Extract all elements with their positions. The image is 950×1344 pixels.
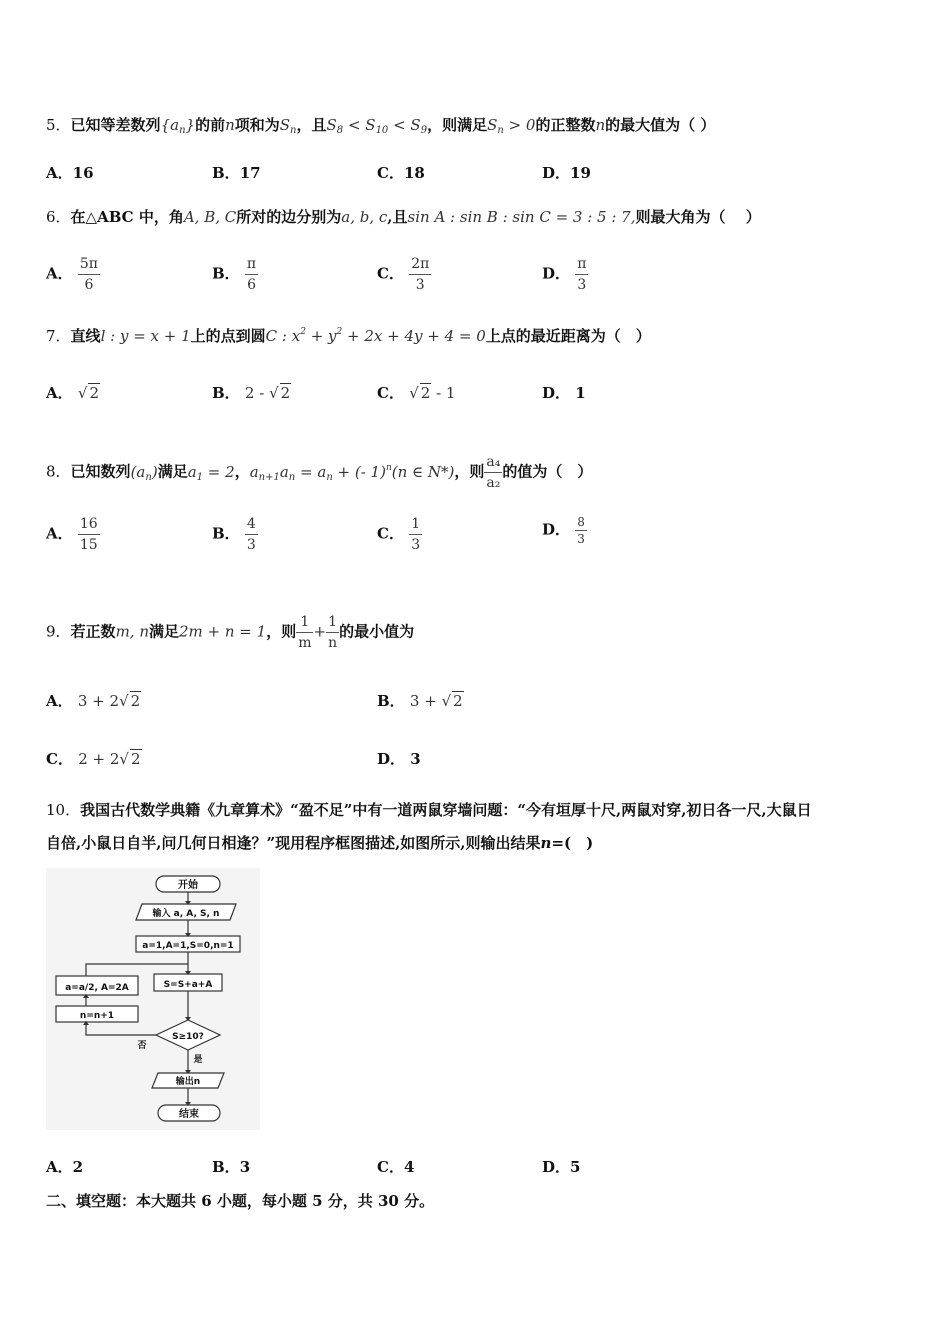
text: 则最大角为（ ） — [635, 208, 761, 226]
question-number: 7． — [46, 327, 71, 345]
math: $(a_n)$ — [130, 462, 158, 483]
option-d[interactable]: D． $\frac{\pi}{3}$ — [542, 256, 587, 293]
question-10-line-1: 10．我国古代数学典籍《九章算术》“盈不足”中有一道两鼠穿墙问题：“今有垣厚十尺,两鼠对穿,初日各一尺,大鼠日 — [46, 801, 812, 819]
question-5 — [46, 114, 715, 136]
option-c[interactable]: C． $\frac{2\pi}{3}$ — [377, 256, 430, 293]
option-a[interactable]: A． $\frac{16}{15}$ — [46, 516, 98, 553]
flow-start-label: 开始 — [178, 880, 198, 891]
option-c[interactable]: C． 2 + 2√ 2 — [46, 750, 141, 768]
option-d[interactable]: D．5 — [542, 1158, 581, 1176]
question-number: 8． — [46, 462, 71, 481]
text: 项和为 — [234, 116, 280, 134]
math: m, n — [115, 622, 149, 641]
flow-cond-label: S≥10? — [172, 1032, 204, 1042]
option-a[interactable]: A．2 — [46, 1158, 84, 1176]
math: a, b, c — [341, 208, 388, 226]
option-a[interactable]: A．16 — [46, 164, 94, 182]
option-a[interactable]: A． $\frac{5\pi}{6}$ — [46, 256, 98, 293]
text: 若正数 — [70, 622, 116, 641]
section-2-heading: 二、填空题：本大题共 6 小题，每小题 5 分，共 30 分。 — [46, 1192, 435, 1210]
option-c[interactable]: C．4 — [377, 1158, 415, 1176]
math: 2m + n = 1 — [179, 622, 267, 641]
flow-yes-label: 是 — [193, 1055, 203, 1065]
fraction: $\frac{\text{a₄}}{\text{a₂}}$ — [486, 454, 501, 491]
option-c[interactable]: C．18 — [377, 164, 425, 182]
option-b[interactable]: B． $\frac{4}{3}$ — [212, 516, 256, 553]
text: 上的点到圆 — [190, 327, 266, 345]
text: ，且 — [296, 116, 327, 134]
math: $S_8 < S_{10} < S_9$ — [326, 116, 428, 136]
math: $S_n > 0$ — [487, 116, 536, 136]
text: ， — [234, 462, 250, 481]
text: 所对的边分别为 — [236, 208, 342, 226]
text: ，则 — [454, 462, 485, 481]
option-a[interactable]: A． 3 + 2√ 2 — [46, 692, 141, 710]
text: ，则满足 — [427, 116, 488, 134]
option-b[interactable]: B．17 — [212, 164, 261, 182]
question-10-line-2: 自倍,小鼠日自半,问几何日相逢？”现用程序框图描述,如图所示,则输出结果n=( ) — [46, 834, 594, 852]
text: 满足 — [148, 622, 179, 641]
text: ,且 — [387, 208, 408, 226]
question-8 — [46, 452, 592, 493]
flow-end-label: 结束 — [179, 1109, 199, 1120]
flow-update-label: a=a/2, A=2A — [65, 983, 129, 993]
question-number: 9． — [46, 622, 71, 641]
text: 的前 — [195, 116, 226, 134]
question-10 — [46, 794, 916, 860]
fraction: $\frac{1}{n}$ — [328, 614, 338, 651]
flow-inc-label: n=n+1 — [79, 1011, 115, 1021]
fraction: $\frac{1}{m}$ — [298, 614, 312, 651]
text: 的最小值为 — [339, 622, 415, 641]
math: sin A : sin B : sin C = 3 : 5 : 7, — [407, 208, 636, 226]
text: 满足 — [157, 462, 188, 481]
math: C : $x^2 + y^2 + 2x + 4y + 4 = 0$ — [265, 327, 486, 345]
flow-init-label: a=1,A=1,S=0,n=1 — [142, 941, 234, 951]
text: ，则 — [266, 622, 297, 641]
option-c[interactable]: C． √ 2 - 1 — [377, 384, 456, 402]
math: $\{a_n\}$ — [160, 116, 196, 136]
text: 上点的最近距离为（ ） — [485, 327, 651, 345]
option-b[interactable]: B． 3 + √ 2 — [377, 692, 463, 710]
math: l : y = x + 1 — [100, 327, 191, 345]
question-6 — [46, 206, 761, 227]
math: A, B, C — [183, 208, 237, 226]
math: n — [595, 116, 606, 134]
text: 的正整数 — [535, 116, 596, 134]
text: 已知等差数列 — [70, 116, 161, 134]
option-b[interactable]: B． 2 - √ 2 — [212, 384, 291, 402]
option-d[interactable]: D． 1 — [542, 384, 586, 402]
math: n — [225, 116, 235, 134]
flow-input-label: 输入 a, A, S, n — [152, 909, 220, 919]
text: 的值为（ ） — [502, 462, 593, 481]
math: $a_{n+1}a_n = a_n$ + (- 1)$^n$(n ∈ N*) — [249, 462, 455, 483]
flow-no-label: 否 — [137, 1041, 147, 1051]
flowchart — [46, 868, 260, 1130]
flowchart-figure — [46, 868, 260, 1130]
question-number: 6． — [46, 208, 71, 226]
text: 直线 — [70, 327, 101, 345]
option-b[interactable]: B．3 — [212, 1158, 251, 1176]
question-number: 5． — [46, 116, 71, 134]
math: $a_1 = 2$ — [187, 462, 235, 483]
text: 在△ABC 中，角 — [70, 208, 184, 226]
option-b[interactable]: B． $\frac{\pi}{6}$ — [212, 256, 257, 293]
option-c[interactable]: C． $\frac{1}{3}$ — [377, 516, 421, 553]
option-d[interactable]: D． 3 — [377, 750, 421, 768]
flow-sum-label: S=S+a+A — [163, 980, 213, 990]
text: 已知数列 — [70, 462, 131, 481]
question-9 — [46, 612, 414, 653]
option-d[interactable]: D． $\frac{8}{3}$ — [542, 515, 585, 546]
option-a[interactable]: A． √ 2 — [46, 384, 99, 402]
plus-sign: + — [313, 622, 327, 641]
option-d[interactable]: D．19 — [542, 164, 591, 182]
text: 的最大值为（ ） — [605, 116, 716, 134]
question-7 — [46, 325, 651, 346]
math: $S_n$ — [279, 116, 297, 136]
flow-output-label: 输出n — [175, 1077, 201, 1087]
